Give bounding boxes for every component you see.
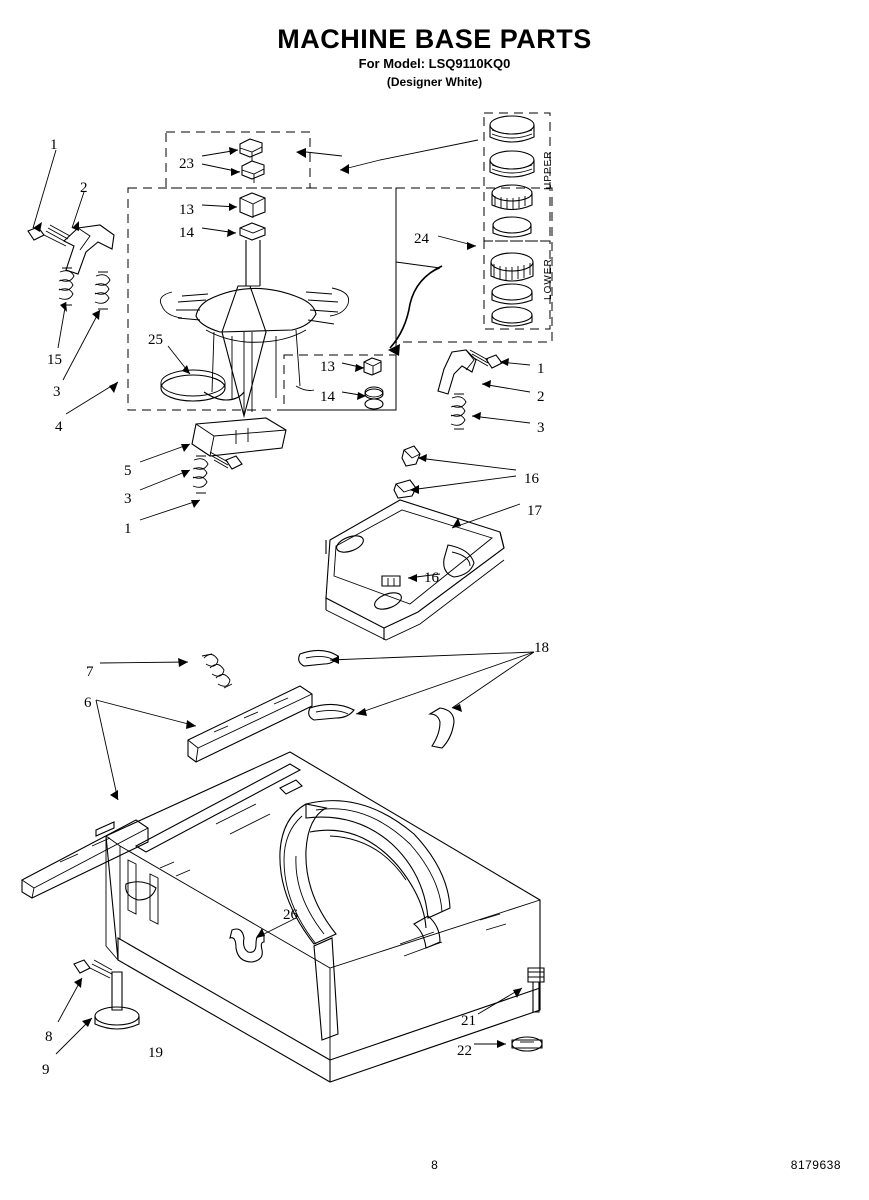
- callout-number-19: 19: [148, 1045, 163, 1061]
- callout-number-1: 1: [124, 521, 132, 537]
- callout-number-9: 9: [42, 1062, 50, 1078]
- callout-number-7: 7: [86, 664, 94, 680]
- callout-number-25: 25: [148, 332, 163, 348]
- page-number: 8: [431, 1158, 438, 1172]
- callout-number-21: 21: [461, 1013, 476, 1029]
- callout-number-13: 13: [179, 202, 194, 218]
- callout-number-15: 15: [47, 352, 62, 368]
- lower-seal-label: LOWER: [543, 258, 554, 300]
- callout-number-18: 18: [534, 640, 549, 656]
- callout-number-14: 14: [179, 225, 194, 241]
- callout-number-23: 23: [179, 156, 194, 172]
- callout-number-16: 16: [424, 570, 439, 586]
- model-subtitle: For Model: LSQ9110KQ0: [358, 56, 511, 71]
- page-title: MACHINE BASE PARTS: [277, 24, 592, 54]
- callout-number-8: 8: [45, 1029, 53, 1045]
- callout-number-17: 17: [527, 503, 542, 519]
- callout-number-26: 26: [283, 907, 298, 923]
- callout-number-1: 1: [537, 361, 545, 377]
- callout-number-5: 5: [124, 463, 132, 479]
- document-number: 8179638: [790, 1158, 841, 1172]
- callout-number-4: 4: [55, 419, 63, 435]
- callout-number-24: 24: [414, 231, 429, 247]
- callout-number-3: 3: [537, 420, 545, 436]
- callout-number-2: 2: [537, 389, 545, 405]
- callout-number-1: 1: [50, 137, 58, 153]
- color-subtitle: (Designer White): [386, 75, 483, 89]
- callout-number-3: 3: [124, 491, 132, 507]
- callout-number-6: 6: [84, 695, 92, 711]
- callout-number-14: 14: [320, 389, 335, 405]
- callout-number-16: 16: [524, 471, 539, 487]
- callout-number-13: 13: [320, 359, 335, 375]
- callout-number-22: 22: [457, 1043, 472, 1059]
- callout-number-2: 2: [80, 180, 88, 196]
- upper-seal-label: UPPER: [543, 150, 554, 190]
- callout-number-3: 3: [53, 384, 61, 400]
